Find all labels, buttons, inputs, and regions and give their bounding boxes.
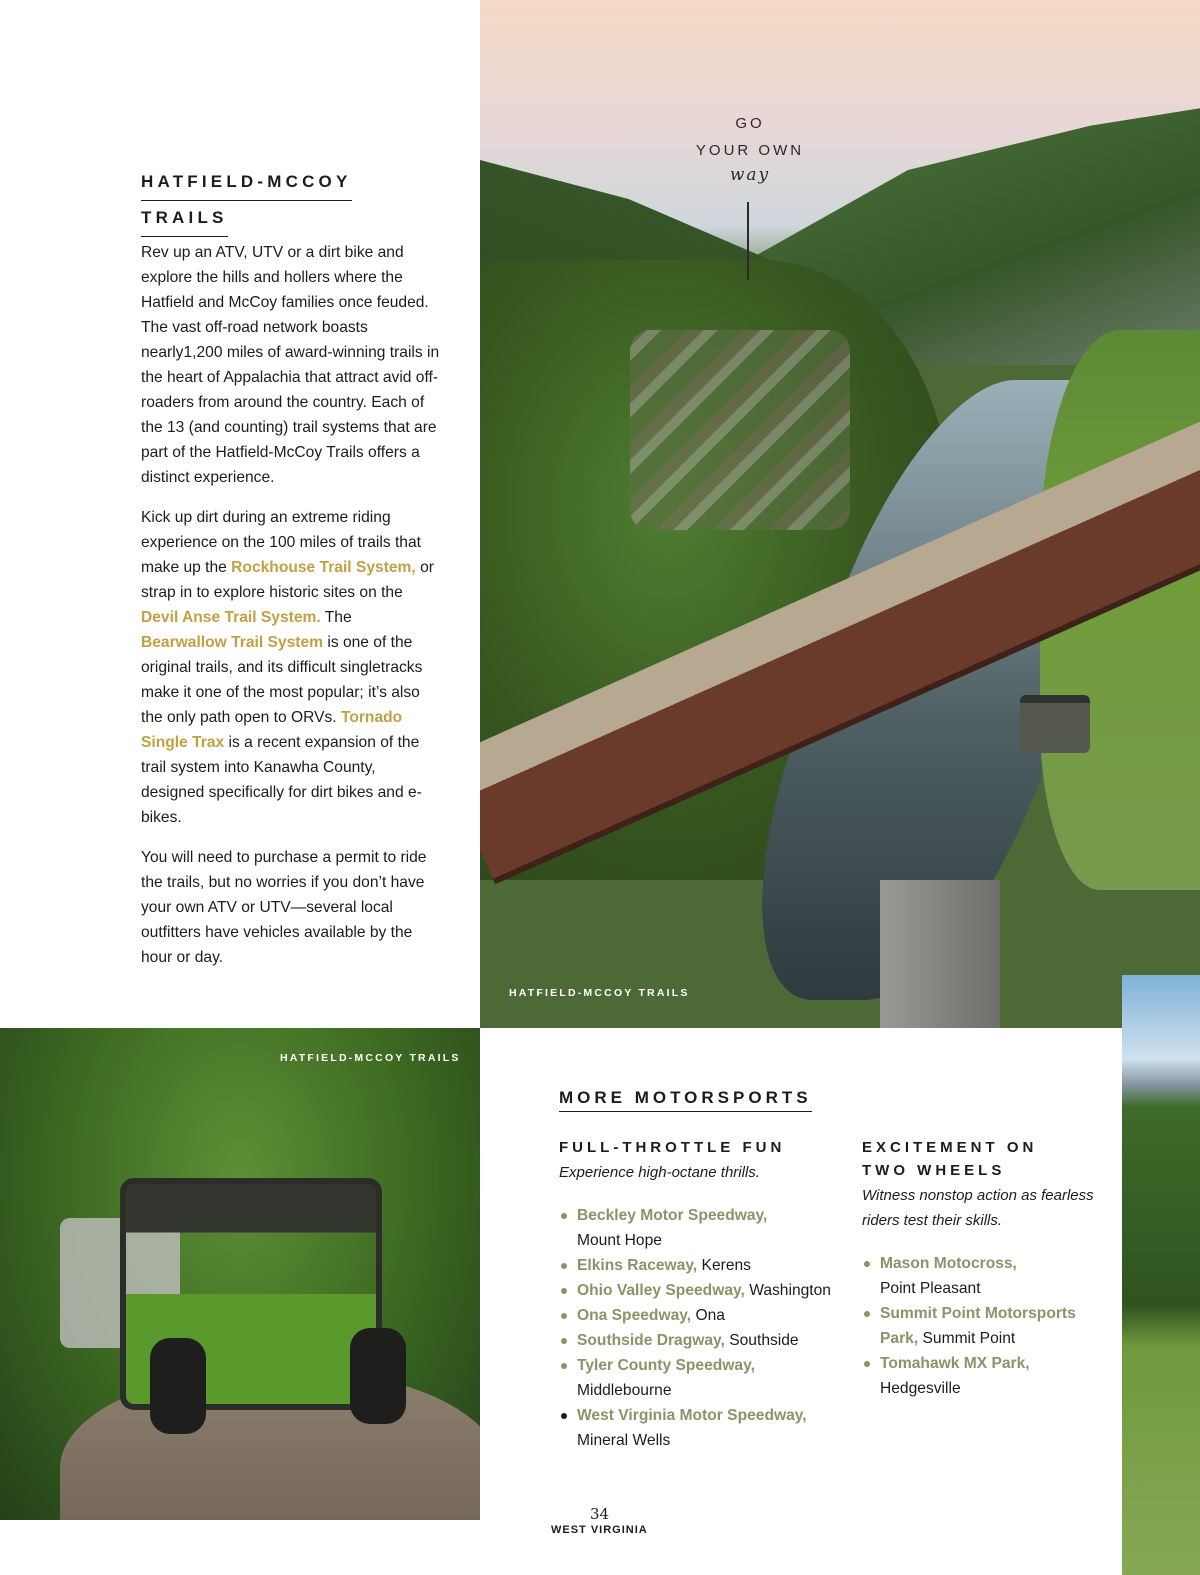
link-bearwallow-trail[interactable]: Bearwallow Trail System — [141, 634, 324, 651]
tagline-line1: GO — [735, 115, 765, 132]
list-item: Ohio Valley Speedway, Washington — [559, 1278, 849, 1303]
list-item: Tyler County Speedway, Middlebourne — [559, 1353, 849, 1403]
venue-link[interactable]: Ohio Valley Speedway, — [577, 1282, 745, 1299]
valley-photo-caption: HATFIELD-MCCOY TRAILS — [509, 987, 690, 999]
venue-link[interactable]: West Virginia Motor Speedway, — [577, 1407, 807, 1424]
two-wheels-desc: Witness nonstop action as fearless riders test their skills. — [862, 1187, 1094, 1229]
two-wheels-list — [862, 1251, 1102, 1401]
article-paragraph-1: Rev up an ATV, UTV or a dirt bike and explore the hills and hollers where the Hatfield and McCoy families once feuded. The vast off-road network boasts nearly1,200 miles of award-winning trails in the heart of Appalachia that attract avid off-roaders from around the country. Each of the 13 (and counting) trail systems that are part of the Hatfield-McCoy Trails offers a distinct experience. — [141, 244, 440, 486]
list-item: Summit Point Motorsports Park, Summit Point — [862, 1301, 1102, 1351]
list-item: Elkins Raceway, Kerens — [559, 1253, 849, 1278]
venue-link[interactable]: Southside Dragway, — [577, 1332, 725, 1349]
tagline-divider — [747, 202, 749, 280]
full-throttle-desc: Experience high-octane thrills. — [559, 1164, 760, 1181]
article-paragraph-2: Kick up dirt during an extreme riding experience on the 100 miles of trails that make up the Rockhouse Trail System, or strap in to explore historic sites on the Devil Anse Trail System. The Bearwallow Trail System is one of the original trails, and its difficult singletracks make it one of the most popular; it’s also the only path open to ORVs. Tornado Single Trax is a recent expansion of the trail system into Kanawha County, designed specifically for dirt bikes and e-bikes. — [141, 509, 434, 826]
link-devil-anse-trail[interactable]: Devil Anse Trail System. — [141, 609, 321, 626]
list-item: Tomahawk MX Park, Hedgesville — [862, 1351, 1102, 1401]
tagline-line2: YOUR OWN — [695, 142, 805, 159]
full-throttle-heading: FULL-THROTTLE FUN — [559, 1139, 786, 1156]
link-rockhouse-trail[interactable]: Rockhouse Trail System, — [231, 559, 416, 576]
article-title-line1: HATFIELD-MCCOY — [141, 165, 352, 201]
coastline-photo-strip — [1122, 975, 1200, 1575]
venue-link[interactable]: Elkins Raceway, — [577, 1257, 698, 1274]
two-wheels-heading-line2: TWO WHEELS — [862, 1162, 1006, 1179]
page-label: WEST VIRGINIA — [551, 1524, 648, 1536]
article-paragraph-3: You will need to purchase a permit to ride the trails, but no worries if you don’t have your own ATV or UTV—several local outfitters have vehicles available by the hour or day. — [141, 849, 427, 966]
full-throttle-list — [559, 1203, 849, 1453]
utv-photo-caption: HATFIELD-MCCOY TRAILS — [280, 1052, 461, 1064]
tagline — [650, 110, 850, 186]
tagline-script: way — [729, 165, 771, 185]
list-item: West Virginia Motor Speedway, Mineral Wells — [559, 1403, 849, 1453]
list-item: Ona Speedway, Ona — [559, 1303, 849, 1328]
utv-trail-photo — [0, 1028, 480, 1520]
list-item: Mason Motocross, Point Pleasant — [862, 1251, 1102, 1301]
venue-link[interactable]: Tomahawk MX Park, — [880, 1355, 1030, 1372]
venue-link[interactable]: Ona Speedway, — [577, 1307, 692, 1324]
venue-link[interactable]: Beckley Motor Speedway, — [577, 1207, 768, 1224]
page-number: 34 — [590, 1505, 610, 1523]
list-item: Beckley Motor Speedway, Mount Hope — [559, 1203, 849, 1253]
link-tornado-single-trax[interactable]: Tornado Single Trax — [141, 709, 403, 751]
article-title-line2: TRAILS — [141, 201, 228, 237]
full-throttle-column — [559, 1136, 849, 1453]
two-wheels-heading-line1: EXCITEMENT ON — [862, 1139, 1038, 1156]
article-title — [141, 165, 352, 237]
list-item: Southside Dragway, Southside — [559, 1328, 849, 1353]
venue-link[interactable]: Tyler County Speedway, — [577, 1357, 755, 1374]
article-body — [141, 240, 441, 985]
venue-link[interactable]: Summit Point Motorsports Park, — [880, 1305, 1076, 1347]
venue-link[interactable]: Mason Motocross, — [880, 1255, 1017, 1272]
motorsports-title: MORE MOTORSPORTS — [559, 1088, 812, 1112]
two-wheels-column — [862, 1136, 1102, 1401]
